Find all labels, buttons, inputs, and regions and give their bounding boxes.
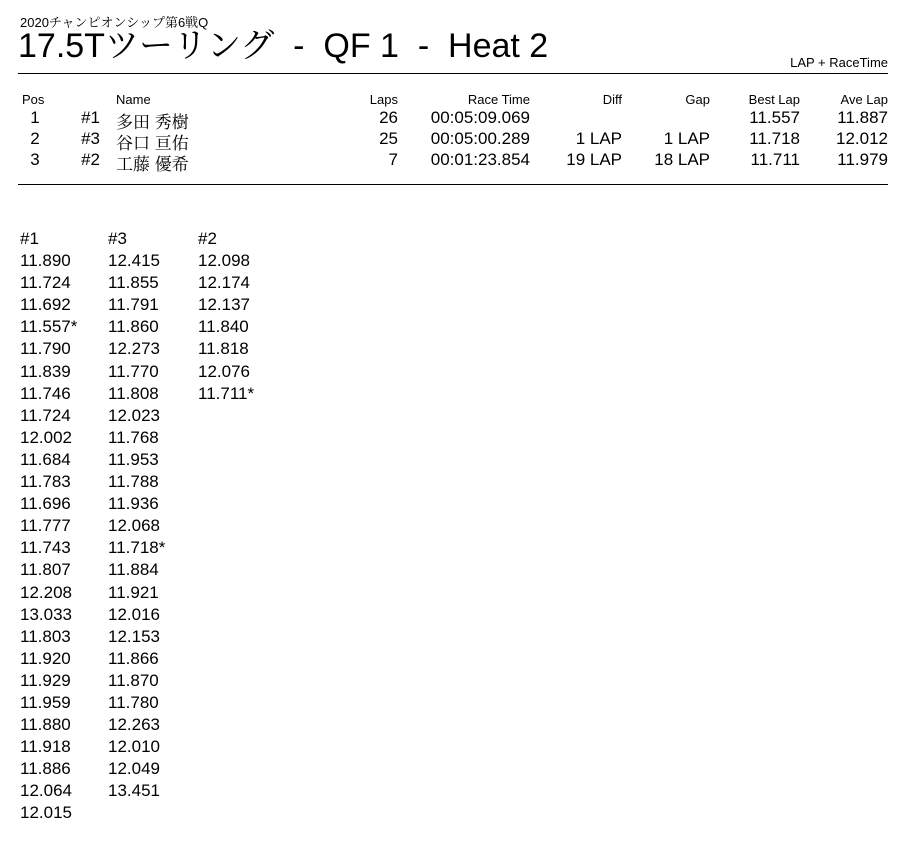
race-title: 17.5Tツーリング - QF 1 - Heat 2	[18, 27, 549, 65]
col-header-diff: Diff	[602, 92, 622, 107]
table-row	[0, 108, 900, 132]
results-divider	[18, 184, 888, 185]
row-ave-lap: 11.887	[837, 108, 888, 127]
lap-time: 11.860	[108, 317, 159, 337]
lap-time: 11.780	[108, 692, 159, 712]
row-race-time: 00:05:00.289	[430, 129, 530, 148]
lap-times-column-car-2	[198, 228, 254, 405]
lap-time: 11.768	[108, 427, 159, 447]
lap-time: 11.692	[20, 295, 71, 315]
row-laps: 7	[388, 150, 398, 169]
col-header-gap: Gap	[685, 92, 710, 107]
row-race-time: 00:05:09.069	[430, 108, 530, 127]
row-best-lap: 11.718	[749, 129, 800, 148]
lap-time: 11.886	[20, 759, 71, 779]
lap-time: 12.174	[198, 273, 250, 293]
row-car-number: #3	[81, 129, 100, 148]
row-ave-lap: 12.012	[836, 129, 888, 148]
lap-time: 11.724	[20, 273, 71, 293]
header-divider	[18, 73, 888, 74]
results-table	[0, 92, 900, 174]
report-mode-label: LAP + RaceTime	[790, 55, 888, 70]
lap-time: 13.451	[108, 781, 160, 801]
lap-time: 11.684	[20, 449, 71, 469]
lap-time: 12.415	[108, 251, 160, 271]
lap-time: 12.076	[198, 361, 250, 381]
lap-time: 11.818	[198, 339, 249, 359]
col-header-ave-lap: Ave Lap	[840, 92, 888, 107]
lap-time: 12.068	[108, 516, 160, 536]
row-car-number: #1	[81, 108, 100, 127]
lap-time: 11.711*	[198, 383, 255, 403]
lap-time: 11.920	[20, 648, 71, 668]
lap-time: 11.866	[108, 648, 159, 668]
lap-time: 12.263	[108, 715, 160, 735]
lap-time: 12.064	[20, 781, 72, 801]
row-gap: 1 LAP	[663, 129, 710, 148]
row-diff: 1 LAP	[575, 129, 622, 148]
row-laps: 25	[379, 129, 398, 148]
lap-time: 12.016	[108, 604, 160, 624]
col-header-best-lap: Best Lap	[748, 92, 800, 107]
lap-time: 12.015	[20, 803, 72, 823]
lap-time: 11.921	[108, 582, 159, 602]
lap-time: 12.208	[20, 582, 72, 602]
col-header-race-time: Race Time	[467, 92, 530, 107]
lap-time: 12.023	[108, 405, 160, 425]
lap-time: 11.718*	[108, 538, 166, 558]
lap-time: 12.273	[108, 339, 160, 359]
col-header-name: Name	[116, 92, 151, 107]
row-pos: 1	[30, 108, 40, 127]
row-race-time: 00:01:23.854	[430, 150, 530, 169]
lap-time: 11.808	[108, 383, 159, 403]
lap-time: 11.929	[20, 670, 71, 690]
lap-time: 11.807	[20, 560, 71, 580]
lap-time: 11.777	[20, 516, 71, 536]
lap-time: 13.033	[20, 604, 72, 624]
row-driver-name: 工藤 優希	[116, 155, 189, 174]
lap-time: 11.839	[20, 361, 71, 381]
event-subtitle: 2020チャンピオンシップ第6戦Q	[20, 15, 209, 30]
lap-time: 11.788	[108, 472, 159, 492]
table-row	[0, 129, 900, 153]
lap-time: 11.696	[20, 494, 71, 514]
row-ave-lap: 11.979	[837, 150, 888, 169]
col-header-laps: Laps	[369, 92, 398, 107]
lap-time: 11.855	[108, 273, 159, 293]
lap-time: 12.049	[108, 759, 160, 779]
lap-time: 11.870	[108, 670, 159, 690]
lap-column-header: #2	[198, 229, 217, 248]
lap-time: 11.936	[108, 494, 159, 514]
lap-time: 11.790	[20, 339, 71, 359]
lap-time: 11.918	[20, 737, 71, 757]
row-gap: 18 LAP	[654, 150, 710, 169]
row-best-lap: 11.711	[750, 150, 800, 169]
row-best-lap: 11.557	[749, 108, 800, 127]
row-diff: 19 LAP	[566, 150, 622, 169]
row-pos: 2	[30, 129, 40, 148]
lap-time: 12.010	[108, 737, 160, 757]
lap-time: 11.791	[108, 295, 159, 315]
lap-time: 12.002	[20, 427, 72, 447]
col-header-pos: Pos	[22, 92, 45, 107]
lap-time: 11.724	[20, 405, 71, 425]
table-row	[0, 150, 900, 174]
lap-time: 11.770	[108, 361, 159, 381]
lap-time: 12.153	[108, 626, 160, 646]
row-driver-name: 谷口 亘佑	[116, 134, 189, 153]
lap-time: 11.884	[108, 560, 159, 580]
row-driver-name: 多田 秀樹	[116, 113, 189, 132]
lap-column-header: #1	[20, 229, 39, 248]
lap-times-column-car-1	[20, 228, 77, 825]
lap-column-header: #3	[108, 229, 127, 248]
lap-time: 12.137	[198, 295, 250, 315]
lap-time: 11.880	[20, 715, 71, 735]
lap-time: 11.959	[20, 692, 71, 712]
row-laps: 26	[379, 108, 398, 127]
lap-time: 11.840	[198, 317, 249, 337]
results-header-row	[0, 92, 900, 108]
lap-time: 11.743	[20, 538, 71, 558]
row-pos: 3	[30, 150, 40, 169]
lap-time: 11.803	[20, 626, 71, 646]
lap-time: 11.953	[108, 449, 159, 469]
lap-time: 11.890	[20, 251, 71, 271]
lap-time: 11.783	[20, 472, 71, 492]
lap-time: 11.557*	[20, 317, 78, 337]
row-car-number: #2	[81, 150, 100, 169]
lap-time: 12.098	[198, 251, 250, 271]
lap-time: 11.746	[20, 383, 71, 403]
lap-times-column-car-3	[108, 228, 165, 802]
